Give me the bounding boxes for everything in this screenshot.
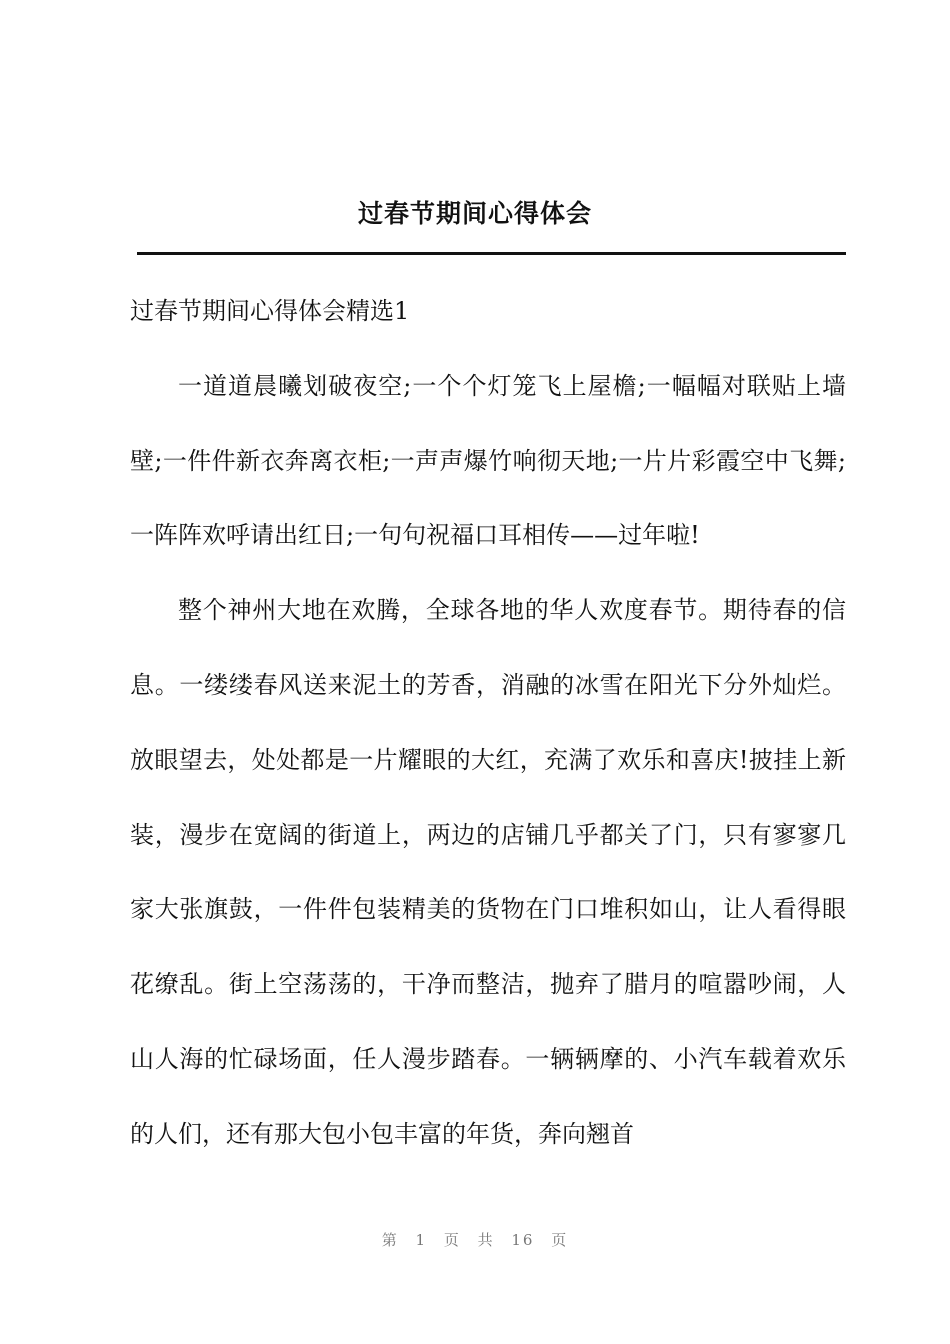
paragraph-2: 整个神州大地在欢腾，全球各地的华人欢度春节。期待春的信息。一缕缕春风送来泥土的芳香，消融的冰雪在阳光下分外灿烂。放眼望去，处处都是一片耀眼的大红，充满了欢乐和喜庆!披挂上新装，漫步在宽阔的街道上，两边的店铺几乎都关了门，只有寥寥几家大张旗鼓，一件件包装精美的货物在门口堆积如山，让人看得眼花缭乱。街上空荡荡的，干净而整洁，抛弃了腊月的喧嚣吵闹，人山人海的忙碌场面，任人漫步踏春。一辆辆摩的、小汽车载着欢乐的人们，还有那大包小包丰富的年货，奔向翘首 <box>130 596 846 1148</box>
page-number-footer: 第 1 页 共 16 页 <box>381 1231 569 1249</box>
section-heading: 过春节期间心得体会精选1 <box>130 297 410 325</box>
paragraph-1: 一道道晨曦划破夜空;一个个灯笼飞上屋檐;一幅幅对联贴上墙壁;一件件新衣奔离衣柜;一声声爆竹响彻天地;一片片彩霞空中飞舞;一阵阵欢呼请出红日;一句句祝福口耳相传——过年啦! <box>130 371 846 550</box>
title-divider <box>137 252 846 255</box>
document-title: 过春节期间心得体会 <box>357 199 592 228</box>
document-body <box>130 274 846 1172</box>
